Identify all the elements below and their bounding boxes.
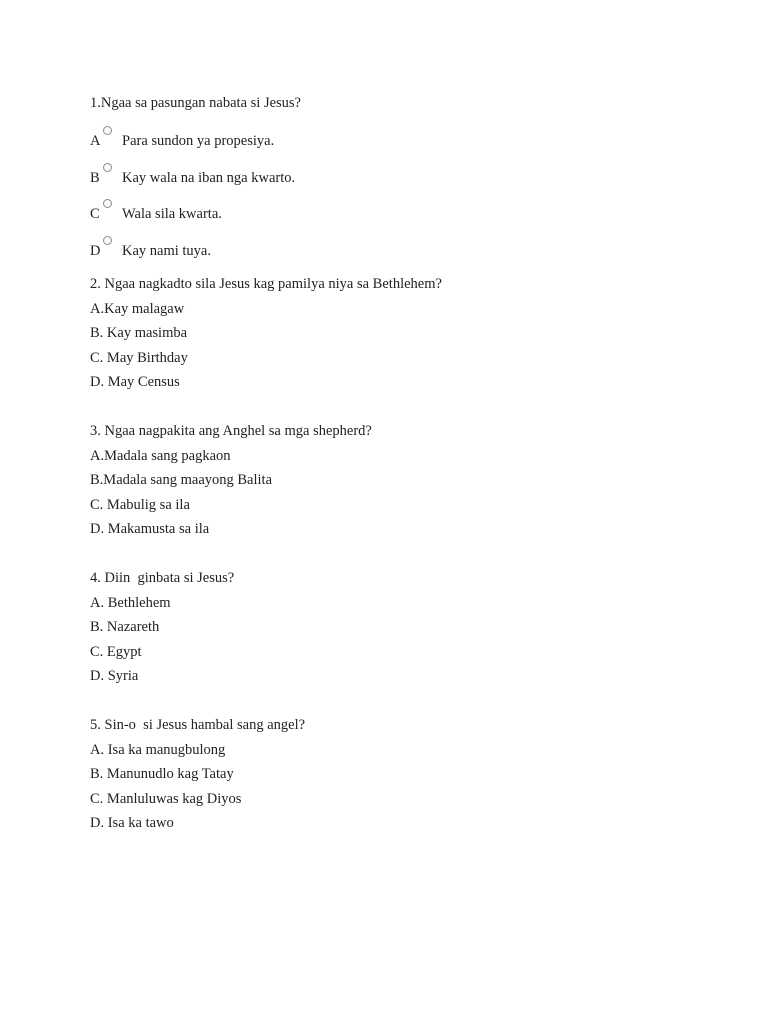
option-text: Para sundon ya propesiya. xyxy=(122,133,275,149)
question-4-option-d: D. Syria xyxy=(90,668,139,685)
question-2-option-d: D. May Census xyxy=(90,374,180,391)
question-3-option-b: B.Madala sang maayong Balita xyxy=(90,472,273,489)
question-5-text: 5. Sin-o si Jesus hambal sang angel? xyxy=(90,716,306,733)
question-3-text: 3. Ngaa nagpakita ang Anghel sa mga shepherd? xyxy=(90,422,372,439)
question-5 xyxy=(90,713,730,836)
radio-button-icon[interactable] xyxy=(103,199,112,208)
option-text: Kay wala na iban nga kwarto. xyxy=(122,169,296,186)
question-3-option-a: A.Madala sang pagkaon xyxy=(90,447,231,464)
option-letter: C xyxy=(90,206,100,222)
option-text: Kay nami tuya. xyxy=(122,242,211,259)
question-1-text: 1.Ngaa sa pasungan nabata si Jesus? xyxy=(90,95,301,111)
option-letter: A xyxy=(90,133,101,149)
question-2-option-a: A.Kay malagaw xyxy=(90,300,185,317)
option-letter: B xyxy=(90,169,100,186)
question-5-option-c: C. Manluluwas kag Diyos xyxy=(90,790,242,807)
question-3 xyxy=(90,419,730,542)
question-1-option-a[interactable] xyxy=(90,126,730,150)
question-5-option-d: D. Isa ka tawo xyxy=(90,815,174,832)
question-5-option-b: B. Manunudlo kag Tatay xyxy=(90,766,234,783)
option-text: Wala sila kwarta. xyxy=(122,206,222,222)
question-3-option-d: D. Makamusta sa ila xyxy=(90,521,210,538)
question-5-option-a: A. Isa ka manugbulong xyxy=(90,741,226,758)
question-1 xyxy=(90,94,730,260)
radio-button-icon[interactable] xyxy=(103,126,112,135)
question-4 xyxy=(90,566,730,689)
question-2-text: 2. Ngaa nagkadto sila Jesus kag pamilya niya sa Bethlehem? xyxy=(90,276,442,292)
question-1-options xyxy=(90,126,730,260)
question-4-option-a: A. Bethlehem xyxy=(90,594,171,611)
question-1-option-c[interactable] xyxy=(90,199,730,223)
question-3-option-c: C. Mabulig sa ila xyxy=(90,496,190,513)
quiz-page xyxy=(90,94,730,836)
question-1-option-d[interactable] xyxy=(90,236,730,260)
question-4-option-b: B. Nazareth xyxy=(90,619,160,636)
radio-button-icon[interactable] xyxy=(103,163,112,172)
radio-button-icon[interactable] xyxy=(103,236,112,245)
question-1-option-b[interactable] xyxy=(90,163,730,187)
question-2 xyxy=(90,272,730,395)
question-2-option-c: C. May Birthday xyxy=(90,349,188,366)
question-4-text: 4. Diin ginbata si Jesus? xyxy=(90,569,235,586)
question-4-option-c: C. Egypt xyxy=(90,643,142,660)
question-2-option-b: B. Kay masimba xyxy=(90,325,188,342)
option-letter: D xyxy=(90,242,101,259)
